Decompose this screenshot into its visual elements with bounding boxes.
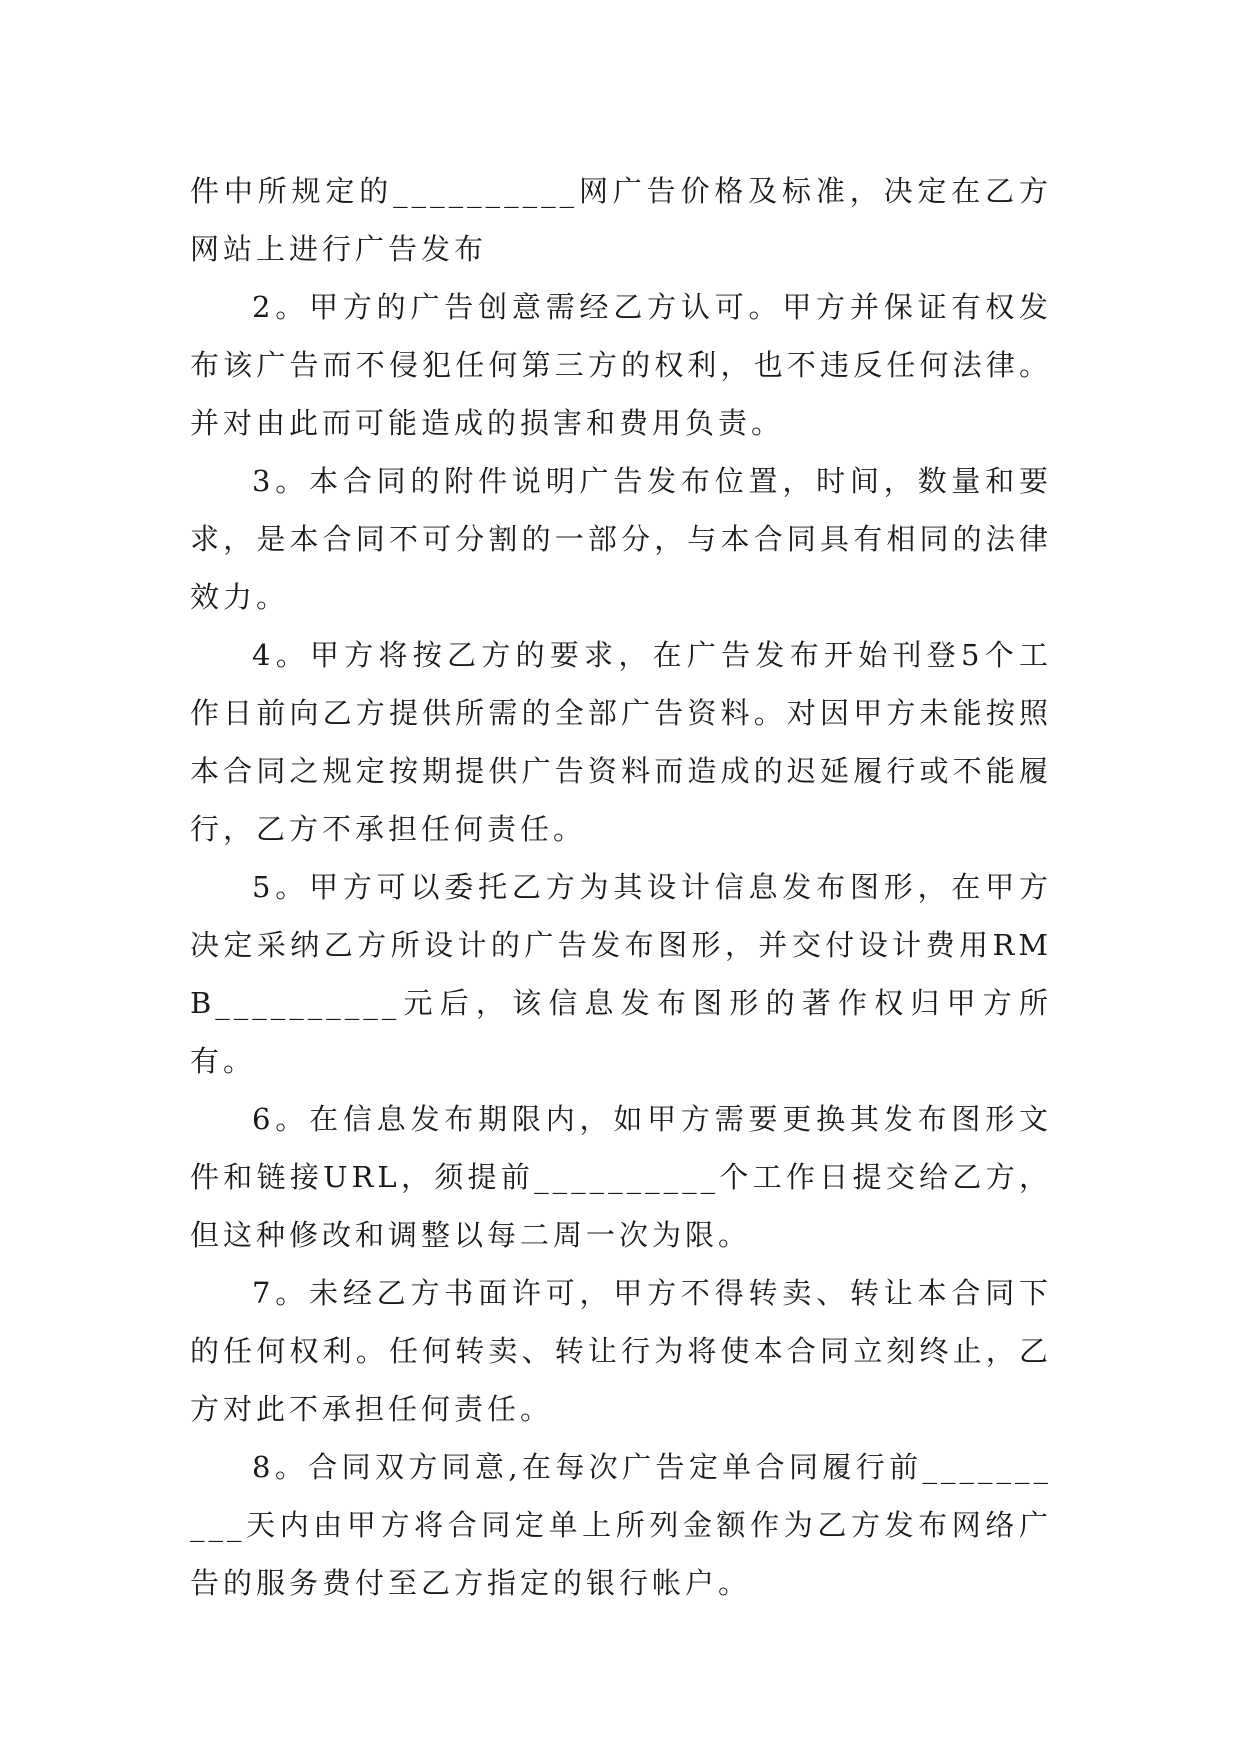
paragraph-clause-7: 7。未经乙方书面许可，甲方不得转卖、转让本合同下的任何权利。任何转卖、转让行为将使本合同立刻终止，乙方对此不承担任何责任。: [190, 1276, 1052, 1426]
paragraph-clause-2: 2。甲方的广告创意需经乙方认可。甲方并保证有权发布该广告而不侵犯任何第三方的权利，也不违反任何法律。并对由此而可能造成的损害和费用负责。: [190, 290, 1052, 440]
paragraph-clause-4: 4。甲方将按乙方的要求，在广告发布开始刊登5个工作日前向乙方提供所需的全部广告资料。对因甲方未能按照本合同之规定按期提供广告资料而造成的迟延履行或不能履行，乙方不承担任何责任。: [190, 638, 1052, 846]
paragraph-clause-3: 3。本合同的附件说明广告发布位置，时间，数量和要求，是本合同不可分割的一部分，与本合同具有相同的法律效力。: [190, 464, 1052, 614]
paragraph-clause-5: 5。甲方可以委托乙方为其设计信息发布图形，在甲方决定采纳乙方所设计的广告发布图形，并交付设计费用RMB__________元后，该信息发布图形的著作权归甲方所有。: [190, 870, 1052, 1078]
paragraph-clause-8: 8。合同双方同意,在每次广告定单合同履行前__________天内由甲方将合同定单上所列金额作为乙方发布网络广告的服务费付至乙方指定的银行帐户。: [190, 1450, 1052, 1600]
paragraph-1-continuation: 件中所规定的__________网广告价格及标准，决定在乙方网站上进行广告发布: [190, 174, 1052, 266]
paragraph-clause-6: 6。在信息发布期限内，如甲方需要更换其发布图形文件和链接URL，须提前__________个工作日提交给乙方，但这种修改和调整以每二周一次为限。: [190, 1102, 1052, 1252]
document-body: [190, 162, 1052, 1612]
